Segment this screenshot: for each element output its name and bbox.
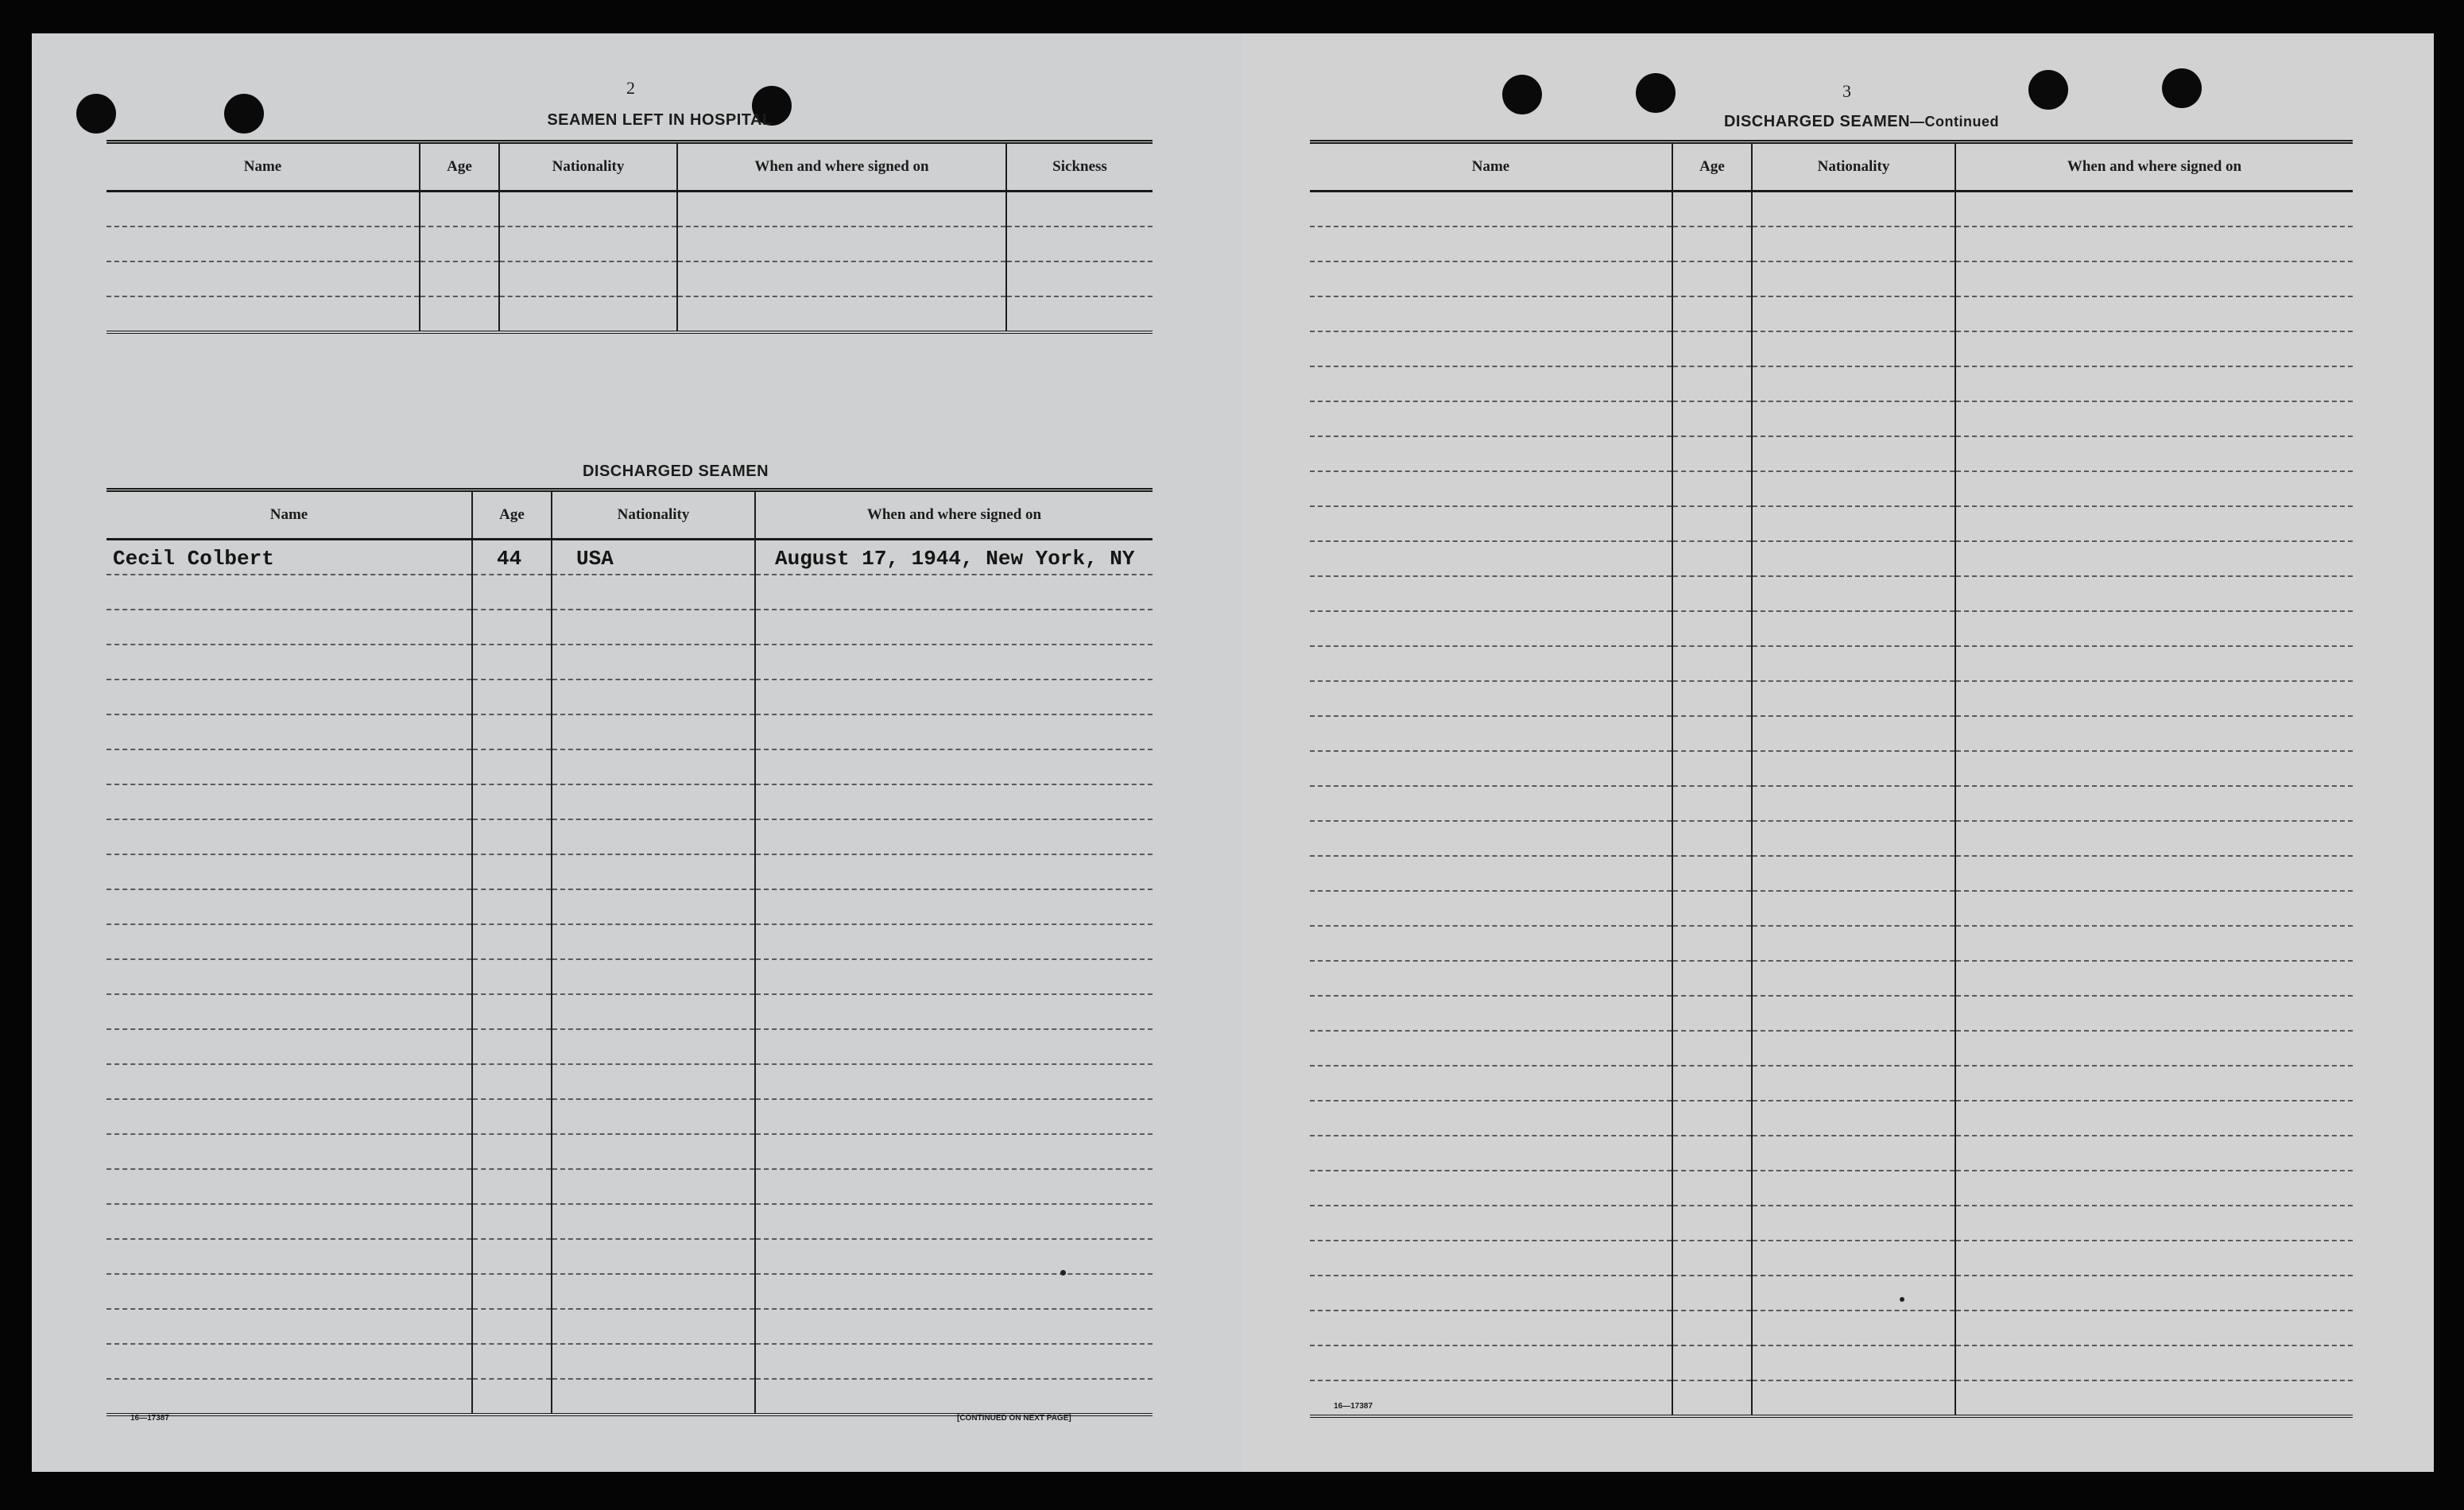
discharged-table-header: [107, 490, 1153, 540]
table-row: [107, 959, 1153, 994]
table-row: [107, 192, 1153, 227]
table-row: [107, 261, 1153, 296]
col-header-signed-on: When and where signed on: [677, 142, 1006, 192]
col-header-signed-on: When and where signed on: [755, 490, 1153, 540]
table-row: [107, 819, 1153, 854]
table-row: [107, 610, 1153, 645]
table-row: [1310, 996, 2353, 1031]
hospital-section-title: SEAMEN LEFT IN HOSPITAL: [547, 111, 773, 129]
col-header-name: Name: [107, 490, 472, 540]
table-row: [1310, 1101, 2353, 1136]
table-row: [1310, 751, 2353, 786]
table-row: [107, 889, 1153, 924]
right-page: [1242, 33, 2434, 1472]
table-row: [1310, 716, 2353, 751]
table-row: [1310, 926, 2353, 961]
col-header-age: Age: [420, 142, 499, 192]
page-number: 2: [626, 78, 635, 98]
table-row: [107, 1134, 1153, 1169]
col-header-nationality: Nationality: [552, 490, 755, 540]
table-row: [1310, 681, 2353, 716]
table-row: [107, 1204, 1153, 1239]
punch-hole-icon: [2028, 70, 2068, 110]
col-header-name: Name: [107, 142, 420, 192]
table-row: [1310, 1066, 2353, 1101]
table-row: [1310, 261, 2353, 296]
table-row: [1310, 821, 2353, 856]
col-header-sickness: Sickness: [1006, 142, 1153, 192]
col-header-nationality: Nationality: [1752, 142, 1955, 192]
table-row: [107, 296, 1153, 332]
col-header-age: Age: [472, 490, 552, 540]
table-row: [1310, 1171, 2353, 1206]
col-header-age: Age: [1672, 142, 1752, 192]
form-number: 16—17387: [1334, 1402, 1373, 1411]
discharged-section-title: DISCHARGED SEAMEN: [582, 463, 769, 480]
col-header-name: Name: [1310, 142, 1672, 192]
table-row: [107, 1344, 1153, 1379]
punch-hole-icon: [224, 94, 264, 134]
hospital-table-header: [107, 142, 1153, 192]
table-row: [107, 1309, 1153, 1344]
table-row: [1310, 1345, 2353, 1380]
seaman-nationality: USA: [576, 547, 614, 571]
table-row: [1310, 366, 2353, 401]
table-row: [1310, 961, 2353, 996]
table-row: [1310, 1241, 2353, 1276]
table-row: [1310, 192, 2353, 227]
seaman-name: Cecil Colbert: [113, 547, 274, 571]
form-number: 16—17387: [130, 1414, 169, 1423]
title-continued: —Continued: [1910, 114, 2000, 130]
table-row: [107, 924, 1153, 959]
table-row: [1310, 1031, 2353, 1066]
discharged-continued-table: [1310, 140, 2353, 1418]
table-row: [107, 994, 1153, 1029]
table-row: [107, 1099, 1153, 1134]
table-row: [1310, 786, 2353, 821]
punch-hole-icon: [76, 94, 116, 134]
left-page: [32, 33, 1249, 1472]
table-row: [1310, 891, 2353, 926]
table-row: [107, 680, 1153, 714]
table-row: [1310, 611, 2353, 646]
table-row: [1310, 646, 2353, 681]
table-row: [107, 1029, 1153, 1064]
title-main: DISCHARGED SEAMEN: [1723, 113, 1911, 130]
table-row: [107, 540, 1153, 575]
table-row: [107, 854, 1153, 889]
table-row: [107, 784, 1153, 819]
col-header-nationality: Nationality: [499, 142, 677, 192]
ink-spot: [1900, 1297, 1904, 1302]
table-row: [107, 714, 1153, 749]
table-row: [1310, 506, 2353, 541]
seaman-signed-on: August 17, 1944, New York, NY: [775, 547, 1135, 571]
table-row: [1310, 331, 2353, 366]
continued-note: [CONTINUED ON NEXT PAGE]: [957, 1414, 1071, 1423]
table-row: [107, 645, 1153, 680]
table-row: [107, 226, 1153, 261]
table-row: [1310, 541, 2353, 576]
table-row: [1310, 1276, 2353, 1311]
punch-hole-icon: [1502, 75, 1542, 114]
table-row: [1310, 401, 2353, 436]
table-row: [107, 1379, 1153, 1415]
table-row: [107, 1064, 1153, 1099]
table-row: [1310, 471, 2353, 506]
table-row: [1310, 1136, 2353, 1171]
table-row: [1310, 296, 2353, 331]
table-row: [107, 1169, 1153, 1204]
page-number: 3: [1842, 81, 1851, 101]
table-row: [1310, 1311, 2353, 1345]
punch-hole-icon: [1636, 73, 1676, 113]
table-row: [107, 575, 1153, 610]
table-row: [107, 1274, 1153, 1309]
table-row: [1310, 856, 2353, 891]
col-header-signed-on: When and where signed on: [1955, 142, 2353, 192]
punch-hole-icon: [2162, 68, 2202, 108]
ink-spot: [1060, 1270, 1066, 1276]
table-row: [1310, 436, 2353, 471]
discharged-continued-title: [1639, 113, 2084, 131]
table-row: [1310, 576, 2353, 611]
table-row: [107, 1239, 1153, 1274]
seaman-age: 44: [497, 547, 522, 571]
table-row: [1310, 226, 2353, 261]
table-row: [107, 749, 1153, 784]
table-row: [1310, 1206, 2353, 1241]
hospital-table: [107, 140, 1153, 334]
discharged-table: [107, 488, 1153, 1416]
discharged-continued-header: [1310, 142, 2353, 192]
table-row: [1310, 1380, 2353, 1416]
